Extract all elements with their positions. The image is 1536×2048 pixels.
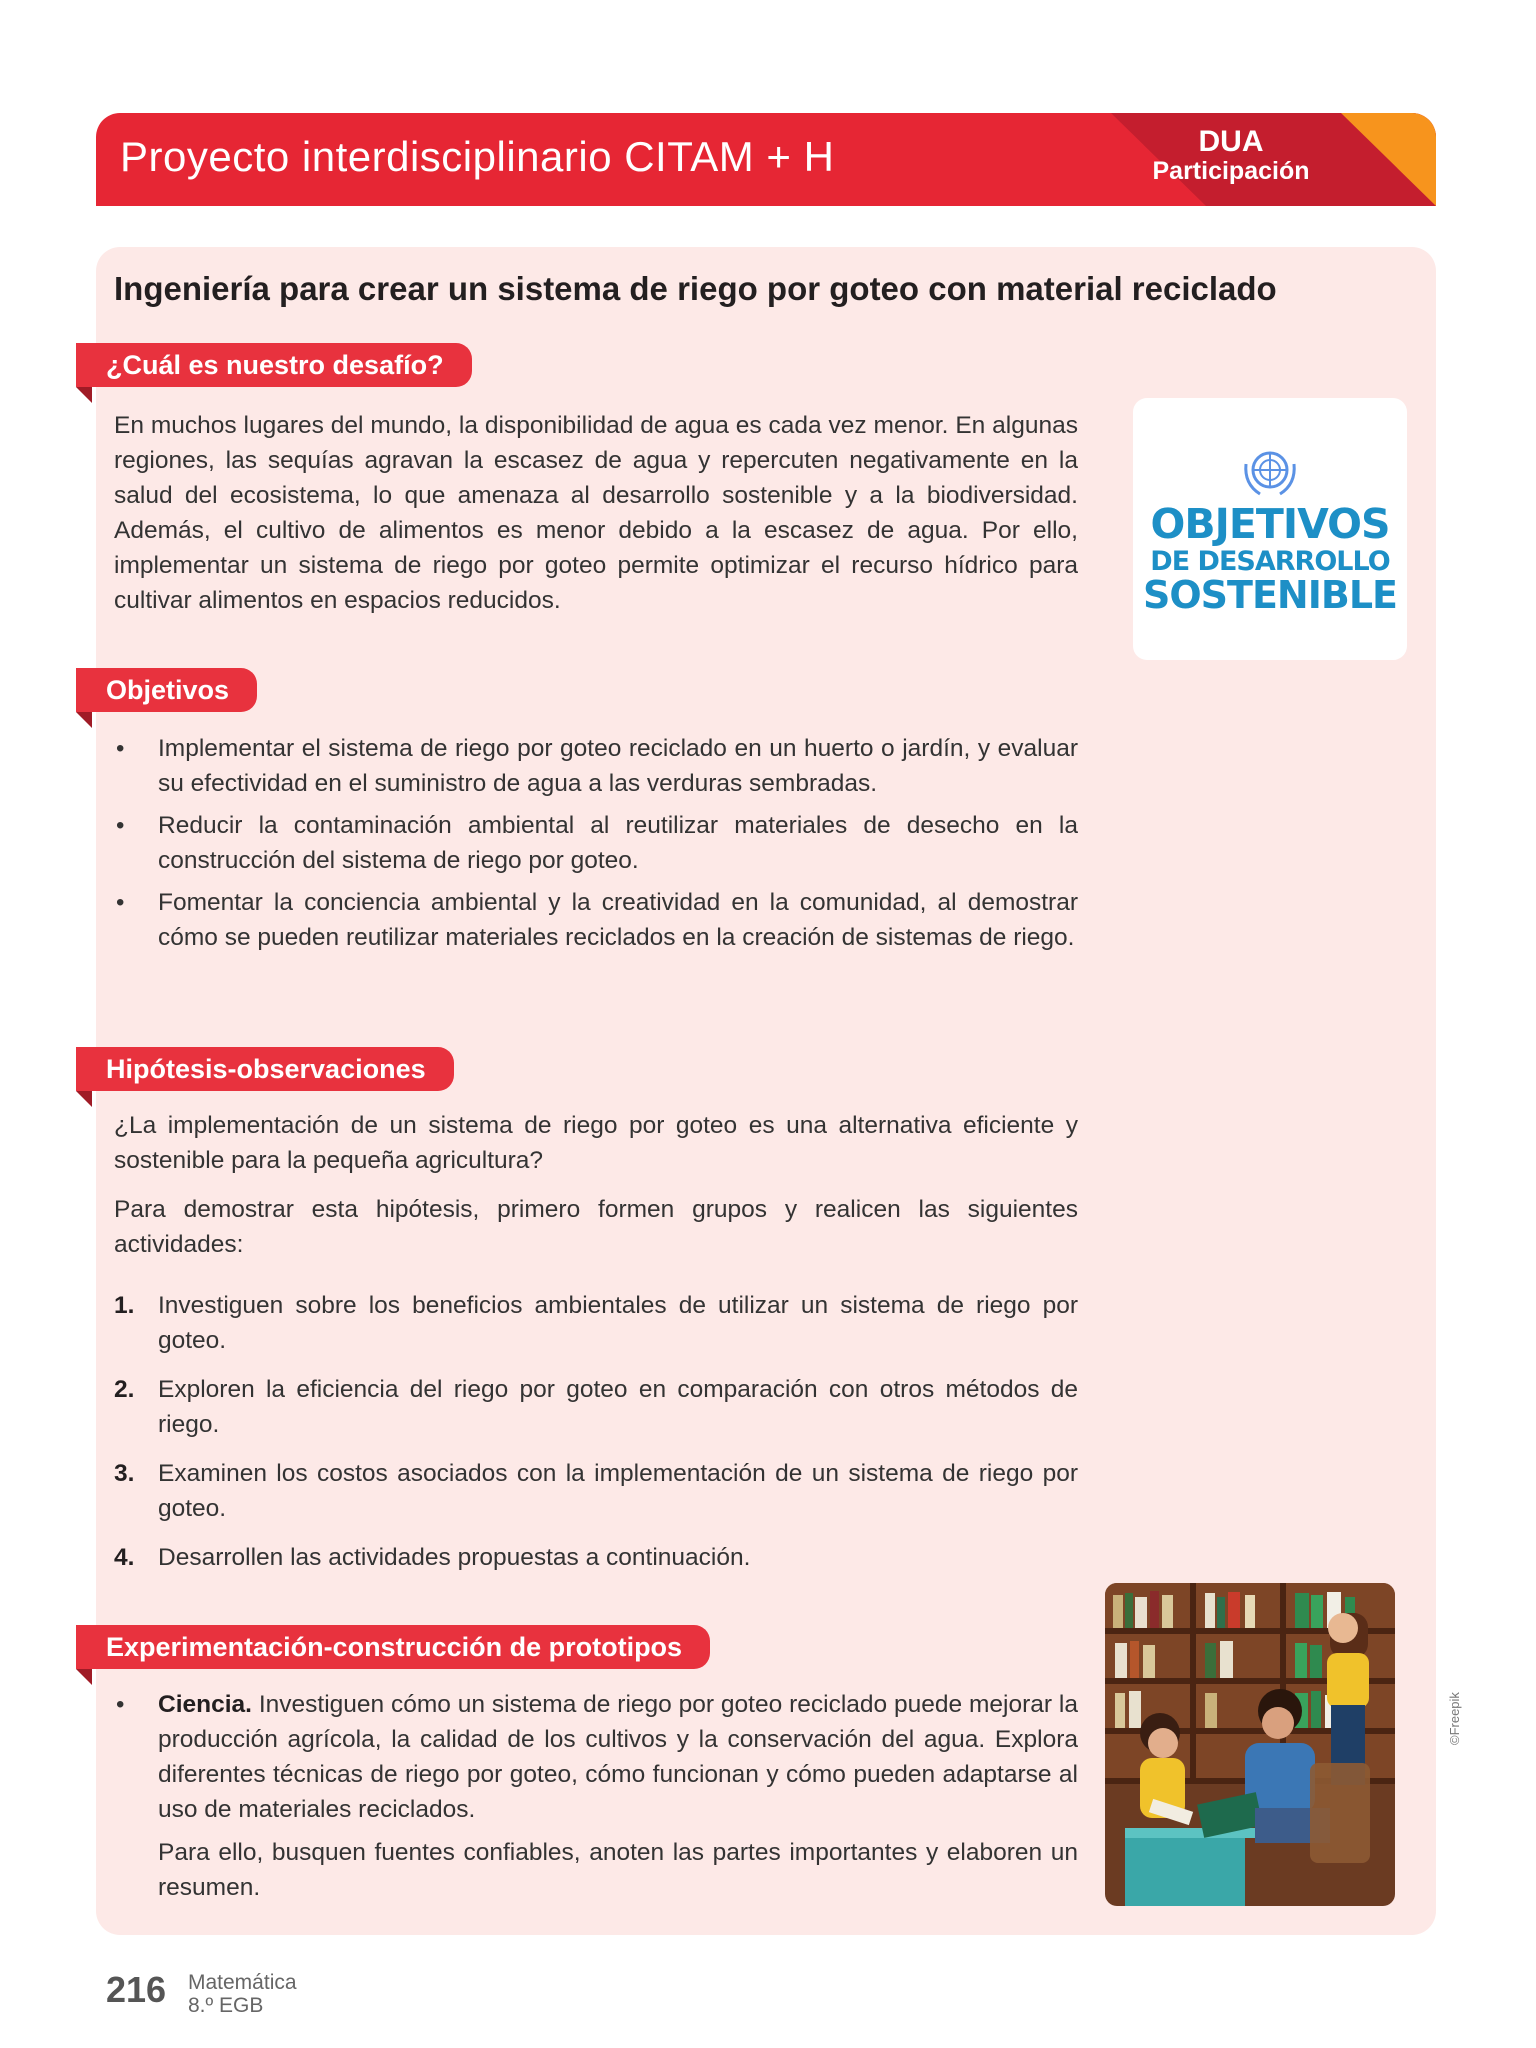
experimentacion-body	[114, 1687, 1078, 1919]
library-photo	[1105, 1583, 1395, 1906]
experimentacion-followup: Para ello, busquen fuentes confiables, anoten las partes importantes y elaboren un resumen.	[158, 1839, 1078, 1901]
library-photo-illustration	[1105, 1583, 1395, 1906]
subject-label	[188, 1971, 297, 2017]
list-item: 1. Investiguen sobre los beneficios ambientales de utilizar un sistema de riego por goteo.	[114, 1292, 1078, 1354]
hipotesis-intro: Para demostrar esta hipótesis, primero formen grupos y realicen las siguientes actividades:	[114, 1196, 1078, 1258]
ods-logo-line1: OBJETIVOS	[1150, 500, 1390, 548]
activities-list	[114, 1288, 1078, 1575]
page-number: 216	[106, 1969, 167, 2010]
section-tab-hipotesis: Hipótesis-observaciones	[76, 1047, 454, 1091]
ciencia-label: Ciencia.	[158, 1691, 252, 1718]
main-title: Ingeniería para crear un sistema de riego por goteo con material reciclado	[114, 270, 1277, 307]
objetivos-body	[114, 731, 1078, 962]
list-item: • Ciencia. Investiguen cómo un sistema de riego por goteo reciclado puede mejorar la producción agrícola, la calidad de los cultivos y la conservación del agua. Explora diferentes técnicas de riego por goteo, cómo funcionan y cómo pueden adaptarse al uso de materiales reciclados.	[116, 1691, 1078, 1823]
section-tab-desafio: ¿Cuál es nuestro desafío?	[76, 343, 472, 387]
dua-badge-title: DUA	[1198, 125, 1264, 158]
section-tab-experimentacion: Experimentación-construcción de prototipos	[76, 1625, 710, 1669]
header-banner	[96, 113, 1436, 206]
list-item: 2. Exploren la eficiencia del riego por goteo en comparación con otros métodos de riego.	[114, 1376, 1078, 1438]
hipotesis-body	[114, 1108, 1078, 1589]
list-item: • Implementar el sistema de riego por goteo reciclado en un huerto o jardín, y evaluar su efectividad en el suministro de agua a las verduras sembradas.	[116, 735, 1078, 797]
list-item: 4. Desarrollen las actividades propuestas a continuación.	[114, 1544, 751, 1571]
un-emblem-icon	[1238, 444, 1302, 498]
dua-badge-subtitle: Participación	[1152, 157, 1310, 185]
ods-logo-line3: SOSTENIBLE	[1143, 573, 1397, 617]
list-item: 3. Examinen los costos asociados con la implementación de un sistema de riego por goteo.	[114, 1460, 1078, 1522]
photo-credit: ©Freepik	[1447, 1692, 1462, 1745]
grade-label: 8.º EGB	[188, 1994, 264, 2017]
section-tab-objetivos: Objetivos	[76, 668, 257, 712]
desafio-body	[114, 408, 1078, 632]
experimentacion-list	[114, 1687, 1078, 1827]
hipotesis-question: ¿La implementación de un sistema de riego por goteo es una alternativa eficiente y sostenible para la pequeña agricultura?	[114, 1112, 1078, 1174]
list-item: • Fomentar la conciencia ambiental y la creatividad en la comunidad, al demostrar cómo se pueden reutilizar materiales reciclados en la creación de sistemas de riego.	[116, 889, 1078, 951]
ods-logo	[1133, 398, 1407, 660]
desafio-paragraph: En muchos lugares del mundo, la disponibilidad de agua es cada vez menor. En algunas regiones, las sequías agravan la escasez de agua y repercuten negativamente en la salud del ecosistema, lo que amenaza al desarrollo sostenible y a la biodiversidad. Además, el cultivo de alimentos es menor debido a la escasez de agua. Por ello, implementar un sistema de riego por goteo permite optimizar el recurso hídrico para cultivar alimentos en espacios reducidos.	[114, 412, 1078, 614]
dua-badge	[1136, 125, 1326, 186]
objetivos-list	[114, 731, 1078, 955]
page-title: Proyecto interdisciplinario CITAM + H	[120, 133, 835, 180]
subject-name: Matemática	[188, 1971, 297, 1994]
ods-logo-line2: DE DESARROLLO	[1150, 546, 1390, 577]
list-item: • Reducir la contaminación ambiental al reutilizar materiales de desecho en la construcción del sistema de riego por goteo.	[116, 812, 1078, 874]
